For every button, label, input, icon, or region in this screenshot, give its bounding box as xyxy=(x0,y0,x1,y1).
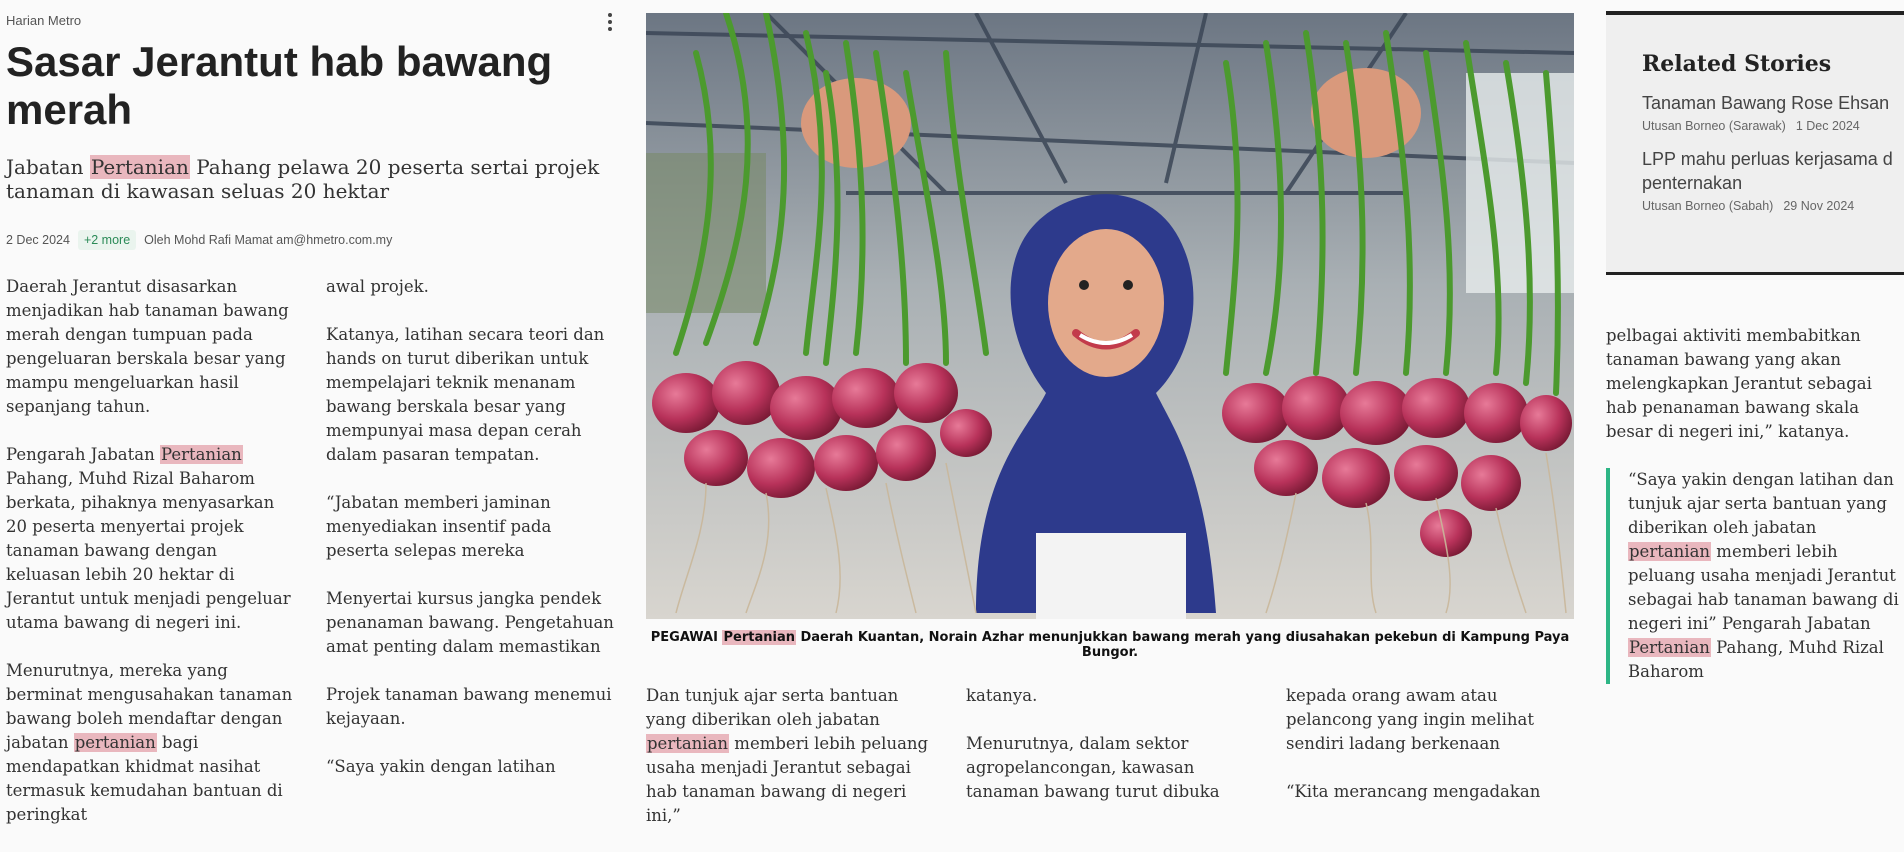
related-story-title[interactable]: LPP mahu perluas kerjasama d xyxy=(1642,149,1893,169)
paragraph: kepada orang awam atau pelancong yang ingin melihat sendiri ladang berkenaan xyxy=(1286,686,1534,753)
paragraph: Projek tanaman bawang menemui kejayaan. xyxy=(326,685,612,728)
article-subtitle: Jabatan Pertanian Pahang pelawa 20 peserta sertai projek tanaman di kawasan seluas 20 hektar xyxy=(6,155,600,203)
related-stories-heading: Related Stories xyxy=(1642,51,1832,77)
paragraph: Daerah Jerantut disasarkan menjadikan hab tanaman bawang merah dengan tumpuan pada pengeluaran berskala besar yang mampu mengeluarkan hasil sepanjang tahun. xyxy=(6,277,289,416)
more-vertical-icon[interactable] xyxy=(600,10,620,34)
article-meta xyxy=(6,230,392,250)
article-column-5 xyxy=(1286,684,1576,828)
highlight: Pertanian xyxy=(723,630,795,645)
paragraph: awal projek. xyxy=(326,277,429,296)
highlight: pertanian xyxy=(647,734,729,753)
paragraph: Menurutnya, dalam sektor agropelancongan, kawasan tanaman bawang turut dibuka xyxy=(966,734,1220,801)
pull-quote: “Saya yakin dengan latihan dan tunjuk ajar serta bantuan yang diberikan oleh jabatan pertanian memberi lebih peluang usaha menjadi Jerantut sebagai hab tanaman bawang di negeri ini” Pengarah Jabatan Pertanian Pahang, Muhd Rizal Baharom xyxy=(1606,468,1902,684)
highlight: Pertanian xyxy=(90,155,189,179)
highlight: pertanian xyxy=(1629,542,1711,561)
related-story-title[interactable]: Tanaman Bawang Rose Ehsan xyxy=(1642,93,1890,113)
highlight: pertanian xyxy=(74,733,156,752)
paragraph: Menurutnya, mereka yang berminat mengusahakan tanaman bawang boleh mendaftar dengan jabatan pertanian bagi mendapatkan khidmat nasihat termasuk kemudahan bantuan di peringkat xyxy=(6,661,293,824)
related-story-meta: Utusan Borneo (Sarawak) 1 Dec 2024 xyxy=(1642,119,1860,133)
paragraph: “Saya yakin dengan latihan xyxy=(326,757,556,776)
paragraph: katanya. xyxy=(966,686,1038,705)
paragraph: “Jabatan memberi jaminan menyediakan insentif pada peserta selepas mereka xyxy=(326,493,552,560)
publisher-name: Harian Metro xyxy=(6,13,82,28)
article-column-3 xyxy=(646,684,936,852)
article-title: Sasar Jerantut hab bawang merah xyxy=(6,38,553,133)
photo-caption: PEGAWAI Pertanian Daerah Kuantan, Norain Azhar menunjukkan bawang merah yang diusahakan pekebun di Kampung Paya Bungor. xyxy=(650,630,1570,660)
article-column-2 xyxy=(326,275,616,803)
paragraph: Pengarah Jabatan Pertanian Pahang, Muhd Rizal Baharom berkata, pihaknya menyasarkan 20 peserta menyertai projek tanaman bawang dengan keluasan lebih 20 hektar di Jerantut untuk menjadi pengeluar utama bawang di negeri ini. xyxy=(6,445,291,632)
highlight: Pertanian xyxy=(160,445,242,464)
more-dates-badge[interactable]: +2 more xyxy=(78,230,136,250)
paragraph: Dan tunjuk ajar serta bantuan yang diberikan oleh jabatan pertanian memberi lebih peluang usaha menjadi Jerantut sebagai hab tanaman bawang di negeri ini,” xyxy=(646,686,929,825)
article-photo xyxy=(646,13,1574,619)
byline: Oleh Mohd Rafi Mamat am@hmetro.com.my xyxy=(144,233,393,247)
related-story-link[interactable] xyxy=(1642,147,1904,213)
related-story-title-cont[interactable]: penternakan xyxy=(1642,173,1743,193)
paragraph: “Kita merancang mengadakan xyxy=(1286,782,1541,801)
paragraph: pelbagai aktiviti membabitkan tanaman bawang yang akan melengkapkan Jerantut sebagai hab penanaman bawang skala besar di negeri ini,” katanya. xyxy=(1606,326,1872,441)
related-stories-panel xyxy=(1606,11,1904,275)
publish-date: 2 Dec 2024 xyxy=(6,233,70,247)
paragraph: Menyertai kursus jangka pendek penanaman bawang. Pengetahuan amat penting dalam memastikan xyxy=(326,589,614,656)
highlight: Pertanian xyxy=(1629,638,1710,657)
article-column-1 xyxy=(6,275,294,851)
related-story-meta: Utusan Borneo (Sabah) 29 Nov 2024 xyxy=(1642,199,1855,213)
related-story-link[interactable] xyxy=(1642,91,1904,133)
article-column-4 xyxy=(966,684,1256,828)
article-column-6 xyxy=(1606,324,1902,468)
paragraph: Katanya, latihan secara teori dan hands on turut diberikan untuk mempelajari teknik menanam bawang berskala besar yang mempunyai masa depan cerah dalam pasaran tempatan. xyxy=(326,325,605,464)
